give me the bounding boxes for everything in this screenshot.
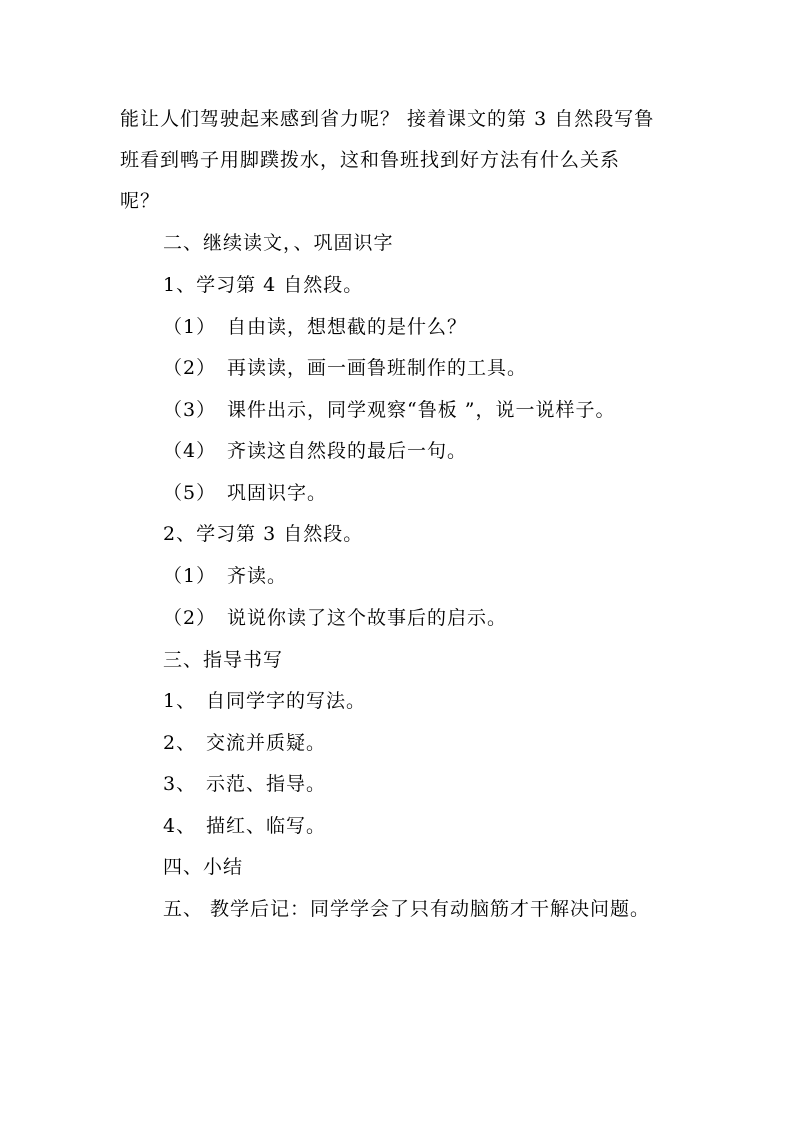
item-text: 示范、指导。	[206, 773, 327, 795]
item-number: 1、	[163, 690, 197, 712]
item-text: 自由读，想想截的是什么？	[227, 316, 468, 338]
item-text: 交流并质疑。	[206, 732, 327, 754]
list-item	[163, 606, 507, 630]
paragraph-line-3: 呢？	[120, 190, 161, 212]
list-item	[163, 356, 527, 380]
item-text: 再读读，画一画鲁班制作的工具。	[227, 357, 528, 379]
list-item	[163, 398, 615, 422]
section-heading-2: 二、继续读文，、巩固识字	[163, 232, 394, 254]
item-text: 描红、临写。	[206, 815, 327, 837]
list-item	[163, 564, 287, 588]
paragraph-line-1: 能让人们驾驶起来感到省力呢？ 接着课文的第 3 自然段写鲁	[120, 108, 655, 130]
list-item	[163, 772, 326, 796]
list-item	[163, 731, 326, 755]
item-number: （5）	[163, 482, 217, 504]
item-number: （1）	[163, 316, 217, 338]
section-heading-5: 五、 教学后记：同学学会了只有动脑筋才干解决问题。	[163, 898, 651, 920]
paragraph-line-2: 班看到鸭子用脚蹼拨水，这和鲁班找到好方法有什么关系	[120, 149, 621, 171]
list-item	[163, 481, 327, 505]
item-text: 齐读这自然段的最后一句。	[227, 440, 468, 462]
item-text: 自同学字的写法。	[206, 690, 367, 712]
section-heading-4: 四、小结	[163, 856, 244, 878]
item-number: （2）	[163, 607, 217, 629]
section-heading-3: 三、指导书写	[163, 649, 284, 671]
item-text: 齐读。	[227, 565, 288, 587]
item-number: （2）	[163, 357, 217, 379]
item-text: 说说你读了这个故事后的启示。	[227, 607, 508, 629]
subsection-title-2: 2、学习第 3 自然段。	[163, 523, 364, 545]
item-number: 2、	[163, 732, 197, 754]
item-text: 课件出示，同学观察“鲁板 ”，说一说样子。	[227, 399, 616, 421]
item-number: （3）	[163, 399, 217, 421]
item-number: 4、	[163, 815, 197, 837]
subsection-title-1: 1、学习第 4 自然段。	[163, 274, 364, 296]
list-item	[163, 689, 366, 713]
item-number: 3、	[163, 773, 197, 795]
item-number: （4）	[163, 440, 217, 462]
item-text: 巩固识字。	[227, 482, 328, 504]
list-item	[163, 814, 326, 838]
item-number: （1）	[163, 565, 217, 587]
list-item	[163, 315, 467, 339]
list-item	[163, 439, 467, 463]
